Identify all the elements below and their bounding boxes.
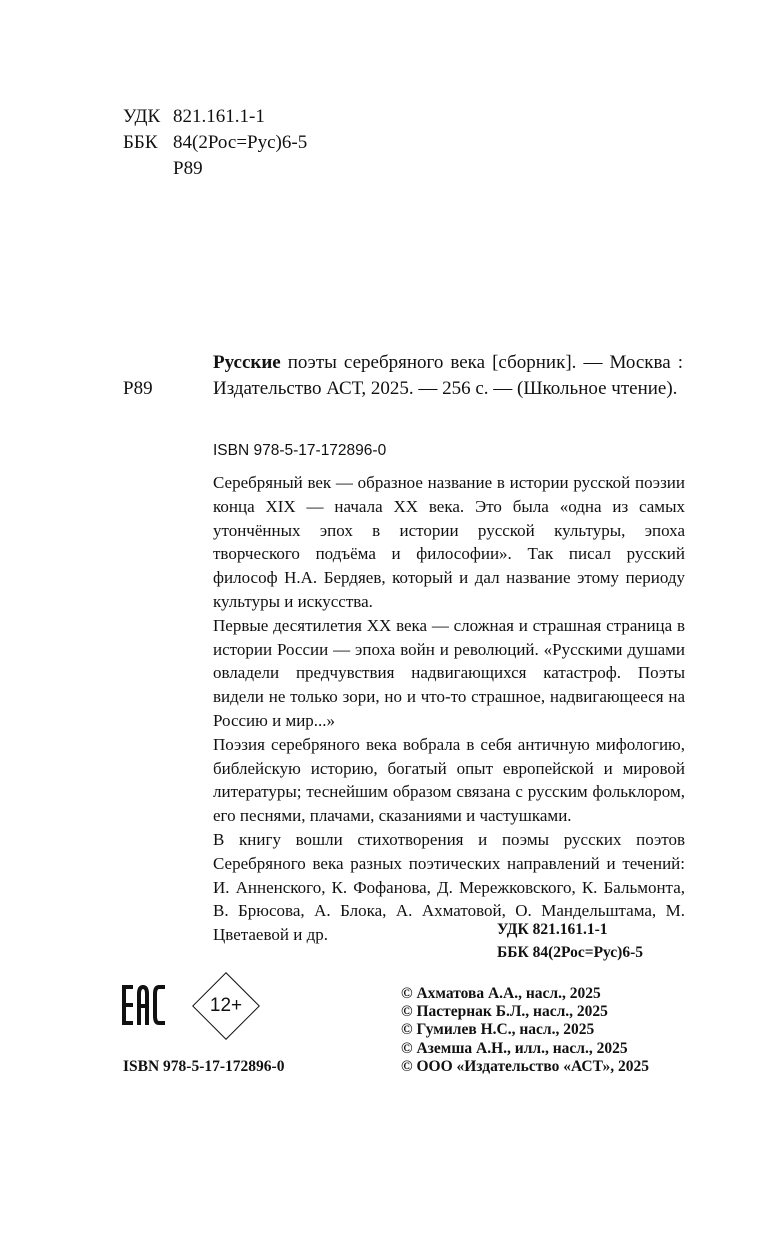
isbn-top: ISBN 978-5-17-172896-0 <box>213 442 387 459</box>
title-lead: Русские <box>213 352 281 373</box>
copyright-line: © Аземша А.Н., илл., насл., 2025 <box>401 1039 628 1057</box>
bbk-label: ББК <box>123 132 158 153</box>
copyright-line: © Ахматова А.А., насл., 2025 <box>401 985 601 1002</box>
udk-row <box>123 104 307 130</box>
annotation-paragraph: Первые десятилетия XX века — сложная и страшная страница в истории России — эпоха войн и революций. «Русскими душами овладели предчувствия надвигающихся катастроф. Поэты видели не только зори, но и что-то страшное, надвигающееся на Россию и мир...» <box>213 615 685 730</box>
footer-udk: УДК 821.161.1-1 <box>497 921 608 938</box>
header-classification-codes <box>123 104 307 182</box>
isbn-bottom: ISBN 978-5-17-172896-0 <box>123 1058 285 1075</box>
udk-value: 821.161.1-1 <box>173 106 265 127</box>
bbk-value: 84(2Рос=Рус)6-5 <box>173 132 308 153</box>
copyright-line: © ООО «Издательство «АСТ», 2025 <box>401 1057 650 1075</box>
bbk-row <box>123 130 307 156</box>
copyright-line: © Пастернак Б.Л., насл., 2025 <box>401 1003 608 1021</box>
annotation-paragraph: В книгу вошли стихотворения и поэмы русских поэтов Серебряного века разных поэтических направлений и течений: И. Анненского, К. Фофанова, Д. Мережковского, К. Бальмонта, В. Брюсова, А. Блока, А. Ахматовой, О. Мандельштама, М. Цветаевой и др. <box>213 829 685 945</box>
copyright-line: © Гумилев Н.С., насл., 2025 <box>401 1021 595 1039</box>
age-rating-label: 12+ <box>209 995 243 1016</box>
author-mark-top: Р89 <box>173 158 203 179</box>
author-mark: Р89 <box>123 378 153 399</box>
age-rating-badge <box>191 971 261 1041</box>
bibliographic-record <box>213 350 683 402</box>
footer-bbk: ББК 84(2Рос=Рус)6-5 <box>497 944 644 961</box>
title-rest: поэты серебряного века [сборник]. — Москва : Издательство АСТ, 2025. — 256 с. — (Школьное чтение). <box>213 352 684 399</box>
eac-conformity-icon <box>121 984 167 1026</box>
annotation-paragraph: Поэзия серебряного века вобрала в себя античную мифологию, библейскую историю, богатый опыт европейской и мировой литературы; теснейшим образом связана с русским фольклором, его песнями, плачами, сказаниями и частушками. <box>213 734 685 826</box>
footer-classification-codes <box>497 918 643 964</box>
copyright-notices <box>401 985 649 1076</box>
udk-label: УДК <box>123 106 161 127</box>
annotation-paragraph: Серебряный век — образное название в истории русской поэзии конца XIX — начала XX века. Это была «одна из самых утончённых эпох в истории русской культуры, эпоха творческого подъёма и философии». Так писал русский философ Н.А. Бердяев, который и дал название этому периоду культуры и искусства. <box>213 473 685 611</box>
annotation <box>213 471 685 947</box>
